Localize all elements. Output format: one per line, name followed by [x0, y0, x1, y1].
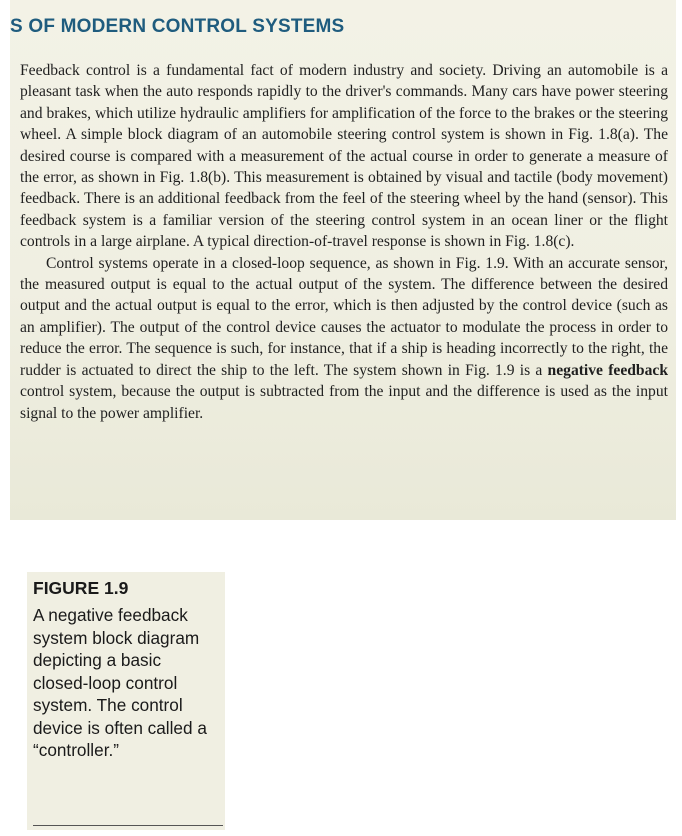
- caption-divider: [33, 825, 223, 826]
- section-heading: S OF MODERN CONTROL SYSTEMS: [10, 16, 345, 37]
- scanned-page: [10, 0, 676, 520]
- figure-caption: A negative feedback system block diagram depicting a basic closed-loop control system. The control device is often called a “controller.”: [33, 605, 207, 760]
- negative-feedback-term: negative feedback: [547, 361, 668, 379]
- paragraph-1-text: Feedback control is a fundamental fact of modern industry and society. Driving an automobile is a pleasant task when the auto responds rapidly to the driver's commands. Many cars have power steering and brakes, which utilize hydraulic amplifiers for amplification of the force to the brakes or the steering wheel. A simple block diagram of an automobile steering control system is shown in Fig. 1.8(a). The desired course is compared with a measurement of the actual course in order to generate a measure of the error, as shown in Fig. 1.8(b). This measurement is obtained by visual and tactile (body movement) feedback. There is an additional feedback from the feel of the steering wheel by the hand (sensor). This feedback system is a familiar version of the steering control system in an ocean liner or the flight controls in a large airplane. A typical direction-of-travel response is shown in Fig. 1.8(c).: [20, 62, 668, 251]
- paragraph-1: [20, 60, 668, 253]
- figure-label: FIGURE 1.9: [33, 578, 129, 598]
- paragraph-2-text-a: Control systems operate in a closed-loop sequence, as shown in Fig. 1.9. With an accurate sensor, the measured output is equal to the actual output of the system. The difference between the desired output and the actual output is equal to the error, which is then adjusted by the control device (such as an amplifier). The output of the control device causes the actuator to modulate the process in order to reduce the error. The sequence is such, for instance, that if a ship is heading incorrectly to the right, the rudder is actuated to direct the ship to the left. The system shown in Fig. 1.9 is a: [20, 254, 668, 379]
- body-text: [20, 60, 668, 424]
- paragraph-2: [20, 253, 668, 424]
- figure-caption-box: [27, 572, 225, 830]
- paragraph-2-text-b: control system, because the output is subtracted from the input and the difference is used as the input signal to the power amplifier.: [20, 383, 668, 422]
